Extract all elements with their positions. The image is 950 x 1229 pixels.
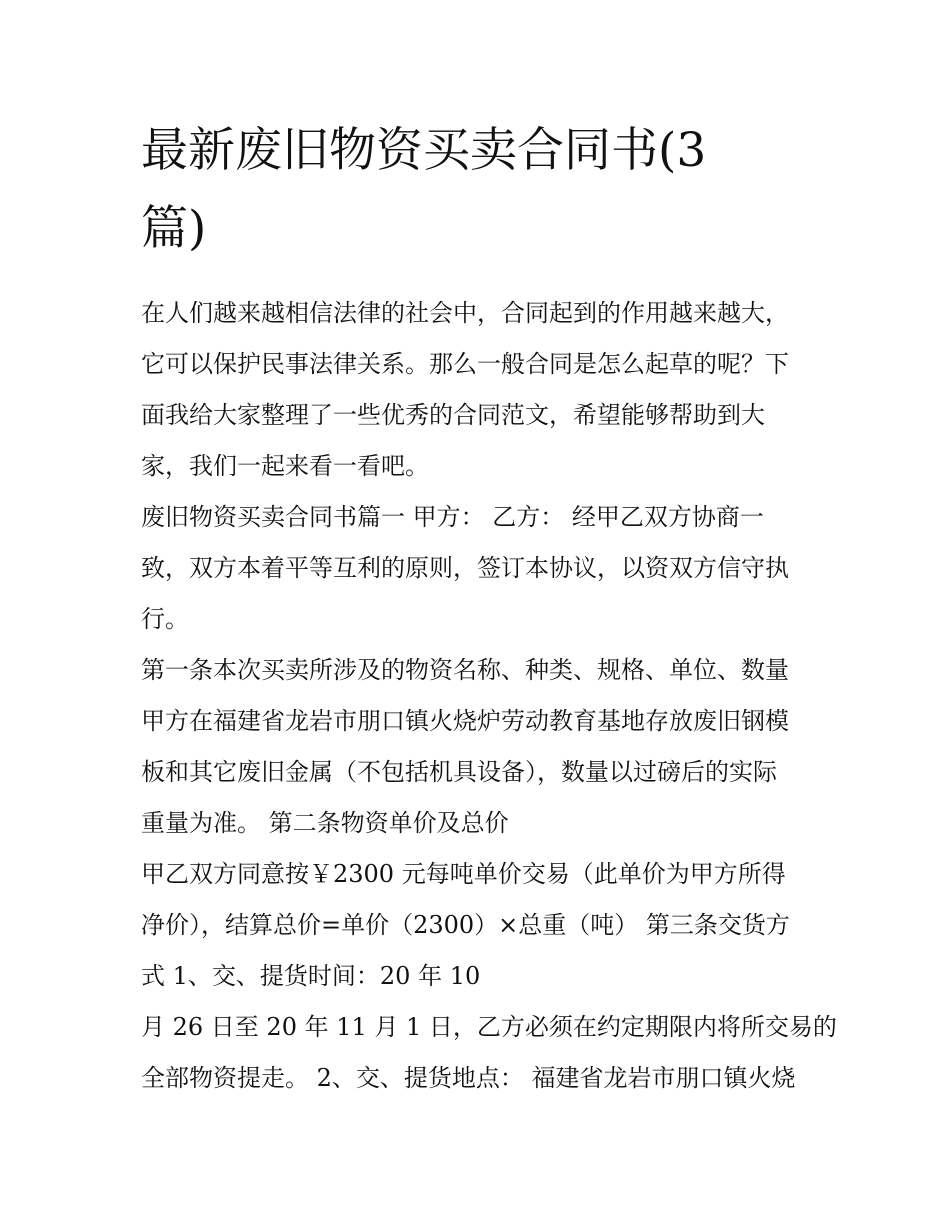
- text-line: 家，我们一起来看一看吧。: [141, 452, 429, 480]
- paragraph-price: [141, 849, 813, 1002]
- text-line: 致，双方本着平等互利的原则，签订本协议，以资双方信守执: [141, 554, 789, 582]
- text-line: 在人们越来越相信法律的社会中，合同起到的作用越来越大，: [141, 299, 789, 327]
- text-line: 它可以保护民事法律关系。那么一般合同是怎么起草的呢？下: [141, 350, 789, 378]
- text-line: 面我给大家整理了一些优秀的合同范文，希望能够帮助到大: [141, 401, 765, 429]
- document-body: [141, 288, 837, 1104]
- text-line: 废旧物资买卖合同书篇一 甲方： 乙方： 经甲乙双方协商一: [141, 503, 764, 531]
- text-line: 全部物资提走。 2、交、提货地点： 福建省龙岩市朋口镇火烧: [141, 1064, 796, 1092]
- text-line: 重量为准。 第二条物资单价及总价: [141, 809, 509, 837]
- text-line: 板和其它废旧金属（不包括机具设备），数量以过磅后的实际: [141, 758, 777, 786]
- paragraph-contract-parties: [141, 492, 813, 645]
- paragraph-delivery: [141, 1002, 837, 1104]
- paragraph-article-one: [141, 645, 813, 849]
- document-title: [141, 112, 813, 268]
- text-line: 甲乙双方同意按￥2300 元每吨单价交易（此单价为甲方所得: [141, 860, 786, 888]
- text-line: 式 1、交、提货时间：20 年 10: [141, 962, 481, 990]
- text-line: 行。: [141, 605, 189, 633]
- paragraph-intro: [141, 288, 813, 492]
- text-line: 甲方在福建省龙岩市朋口镇火烧炉劳动教育基地存放废旧钢模: [141, 707, 789, 735]
- title-line: 最新废旧物资买卖合同书(3: [141, 123, 707, 178]
- document-content: [141, 112, 837, 1104]
- text-line: 净价），结算总价=单价（2300）×总重（吨） 第三条交货方: [141, 911, 790, 939]
- text-line: 第一条本次买卖所涉及的物资名称、种类、规格、单位、数量: [141, 656, 789, 684]
- text-line: 月 26 日至 20 年 11 月 1 日，乙方必须在约定期限内将所交易的: [141, 1013, 837, 1041]
- title-line: 篇): [141, 201, 207, 256]
